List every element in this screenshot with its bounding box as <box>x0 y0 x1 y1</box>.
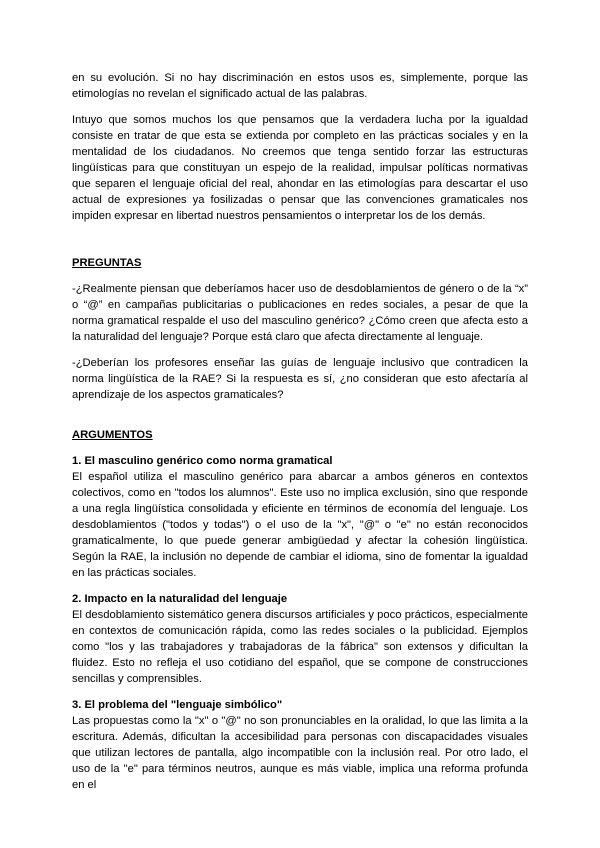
argument-1-body: El español utiliza el masculino genérico para abarcar a ambos géneros en contextos colectivos, como en "todos los alumnos". Este uso no implica exclusión, sino que responde a una regla lingüística consolidada y eficiente en términos de economía del lenguaje. Los desdoblamientos ("todos y todas") o el uso de la "x", "@" o "e" no están reconocidos gramaticalmente, lo que puede generar ambigüedad y afectar la cohesión lingüística. Según la RAE, la inclusión no depende de cambiar el idioma, sino de fomentar la igualdad en las prácticas sociales. <box>72 471 528 579</box>
argumentos-heading: ARGUMENTOS <box>72 429 153 441</box>
intro-paragraph-1: en su evolución. Si no hay discriminación en estos usos es, simplemente, porque las etimologías no revelan el significado actual de las palabras. <box>72 72 528 100</box>
preguntas-heading: PREGUNTAS <box>72 257 142 269</box>
document-body <box>72 70 528 793</box>
argument-1-heading: 1. El masculino genérico como norma gramatical <box>72 455 333 467</box>
question-1: -¿Realmente piensan que deberíamos hacer uso de desdoblamientos de género o de la “x” o “@” en campañas publicitarias o publicaciones en redes sociales, a pesar de que la norma gramatical respalde el uso del masculino genérico? ¿Cómo creen que afecta esto a la naturalidad del lenguaje? Porque está claro que afecta directamente al lenguaje. <box>72 283 528 343</box>
argument-2-heading: 2. Impacto en la naturalidad del lenguaje <box>72 593 288 605</box>
intro-paragraph-2: Intuyo que somos muchos los que pensamos que la verdadera lucha por la igualdad consiste en tratar de que esta se extienda por completo en las prácticas sociales y en la mentalidad de los ciudadanos. No creemos que tenga sentido forzar las estructuras lingüísticas para que constituyan un espejo de la realidad, impulsar políticas normativas que separen el lenguaje oficial del real, ahondar en las etimologías para descartar el uso actual de expresiones ya fosilizadas o pensar que las convenciones gramaticales nos impiden expresar en libertad nuestros pensamientos o interpretar los de los demás. <box>72 114 528 222</box>
argument-2-body: El desdoblamiento sistemático genera discursos artificiales y poco prácticos, especialmente en contextos de comunicación rápida, como las redes sociales o la publicidad. Ejemplos como "los y las trabajadores y trabajadoras de la fábrica" son extensos y dificultan la fluidez. Esto no refleja el uso cotidiano del español, que se compone de construcciones sencillas y comprensibles. <box>72 609 528 685</box>
question-2: -¿Deberían los profesores enseñar las guías de lenguaje inclusivo que contradicen la norma lingüística de la RAE? Si la respuesta es sí, ¿no consideran que esto afectaría al aprendizaje de los aspectos gramaticales? <box>72 357 528 401</box>
argument-3-heading: 3. El problema del "lenguaje simbólico" <box>72 699 283 711</box>
argument-3-body: Las propuestas como la "x" o "@" no son pronunciables en la oralidad, lo que las limita a la escritura. Además, dificultan la accesibilidad para personas con discapacidades visuales que utilizan lectores de pantalla, algo incompatible con la inclusión real. Por otro lado, el uso de la "e" para términos neutros, aunque es más viable, implica una reforma profunda en el <box>72 715 528 791</box>
